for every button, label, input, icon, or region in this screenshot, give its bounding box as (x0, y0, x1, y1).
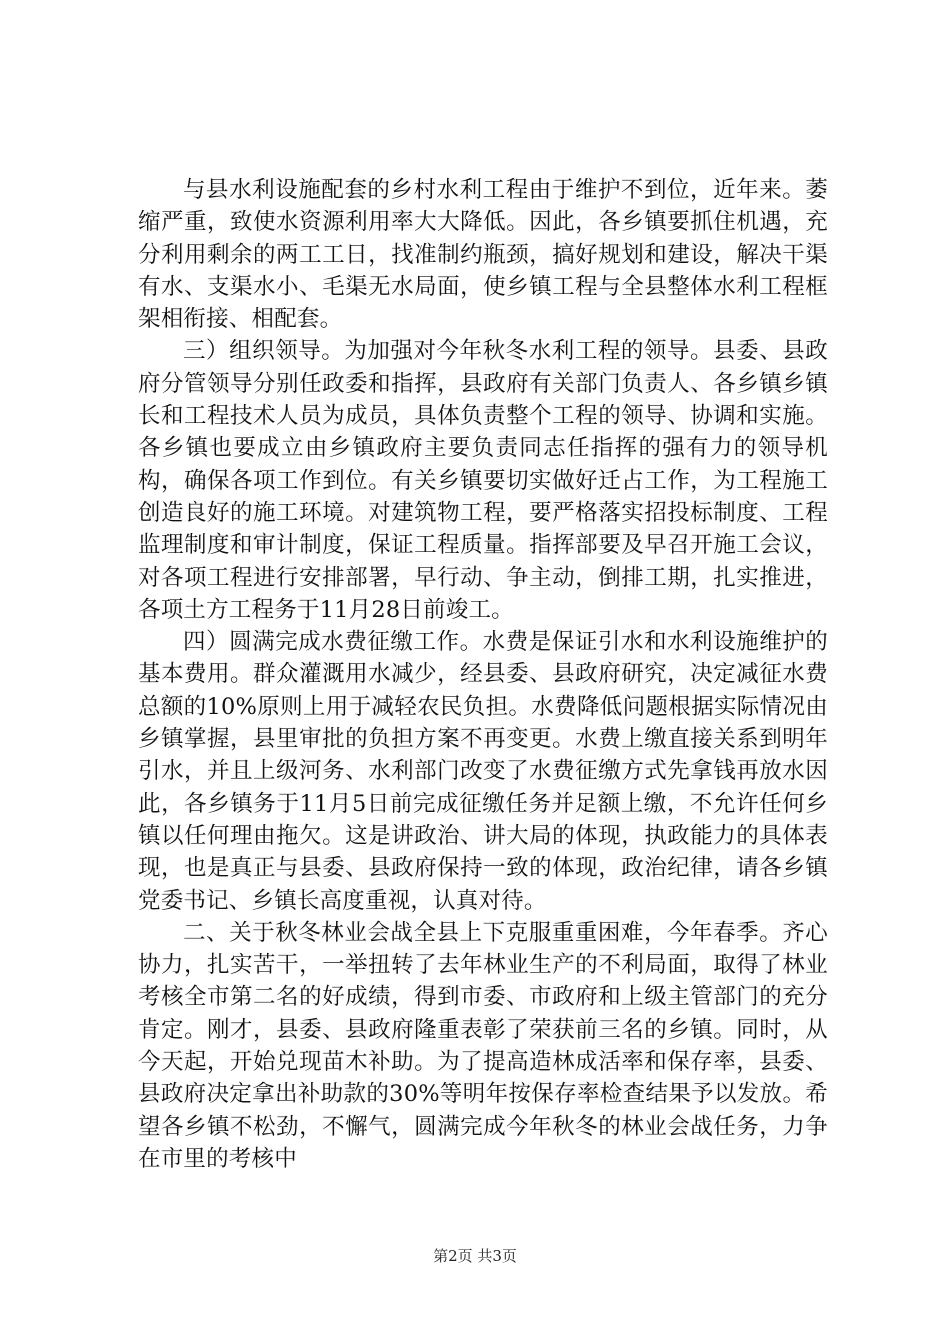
page-footer: 第2页 共3页 (433, 1247, 517, 1265)
document-body (138, 174, 828, 1175)
paragraph-2: 三）组织领导。为加强对今年秋冬水利工程的领导。县委、县政府分管领导分别任政委和指挥，县政府有关部门负责人、各乡镇乡镇长和工程技术人员为成员，具体负责整个工程的领导、协调和实施。各乡镇也要成立由乡镇政府主要负责同志任指挥的强有力的领导机构，确保各项工作到位。有关乡镇要切实做好迁占工作，为工程施工创造良好的施工环境。对建筑物工程，要严格落实招投标制度、工程监理制度和审计制度，保证工程质量。指挥部要及早召开施工会议，对各项工程进行安排部署，早行动、争主动，倒排工期，扎实推进，各项土方工程务于11月28日前竣工。 (138, 338, 828, 623)
paragraph-1: 与县水利设施配套的乡村水利工程由于维护不到位，近年来。萎缩严重，致使水资源利用率大大降低。因此，各乡镇要抓住机遇，充分利用剩余的两工工日，找准制约瓶颈，搞好规划和建设，解决干渠有水、支渠水小、毛渠无水局面，使乡镇工程与全县整体水利工程框架相衔接、相配套。 (138, 177, 828, 333)
paragraph-4: 二、关于秋冬林业会战全县上下克服重重困难，今年春季。齐心协力，扎实苦干，一举扭转了去年林业生产的不利局面，取得了林业考核全市第二名的好成绩，得到市委、市政府和上级主管部门的充分肯定。刚才，县委、县政府隆重表彰了荣获前三名的乡镇。同时，从今天起，开始兑现苗木补助。为了提高造林成活率和保存率，县委、县政府决定拿出补助款的30%等明年按保存率检查结果予以发放。希望各乡镇不松劲，不懈气，圆满完成今年秋冬的林业会战任务，力争在市里的考核中 (138, 919, 828, 1172)
paragraph-3: 四）圆满完成水费征缴工作。水费是保证引水和水利设施维护的基本费用。群众灌溉用水减少，经县委、县政府研究，决定减征水费总额的10%原则上用于减轻农民负担。水费降低问题根据实际情况由乡镇掌握，县里审批的负担方案不再变更。水费上缴直接关系到明年引水，并且上级河务、水利部门改变了水费征缴方式先拿钱再放水因此，各乡镇务于11月5日前完成征缴任务并足额上缴，不允许任何乡镇以任何理由拖欠。这是讲政治、讲大局的体现，执政能力的具体表现，也是真正与县委、县政府保持一致的体现，政治纪律，请各乡镇党委书记、乡镇长高度重视，认真对待。 (138, 629, 828, 914)
